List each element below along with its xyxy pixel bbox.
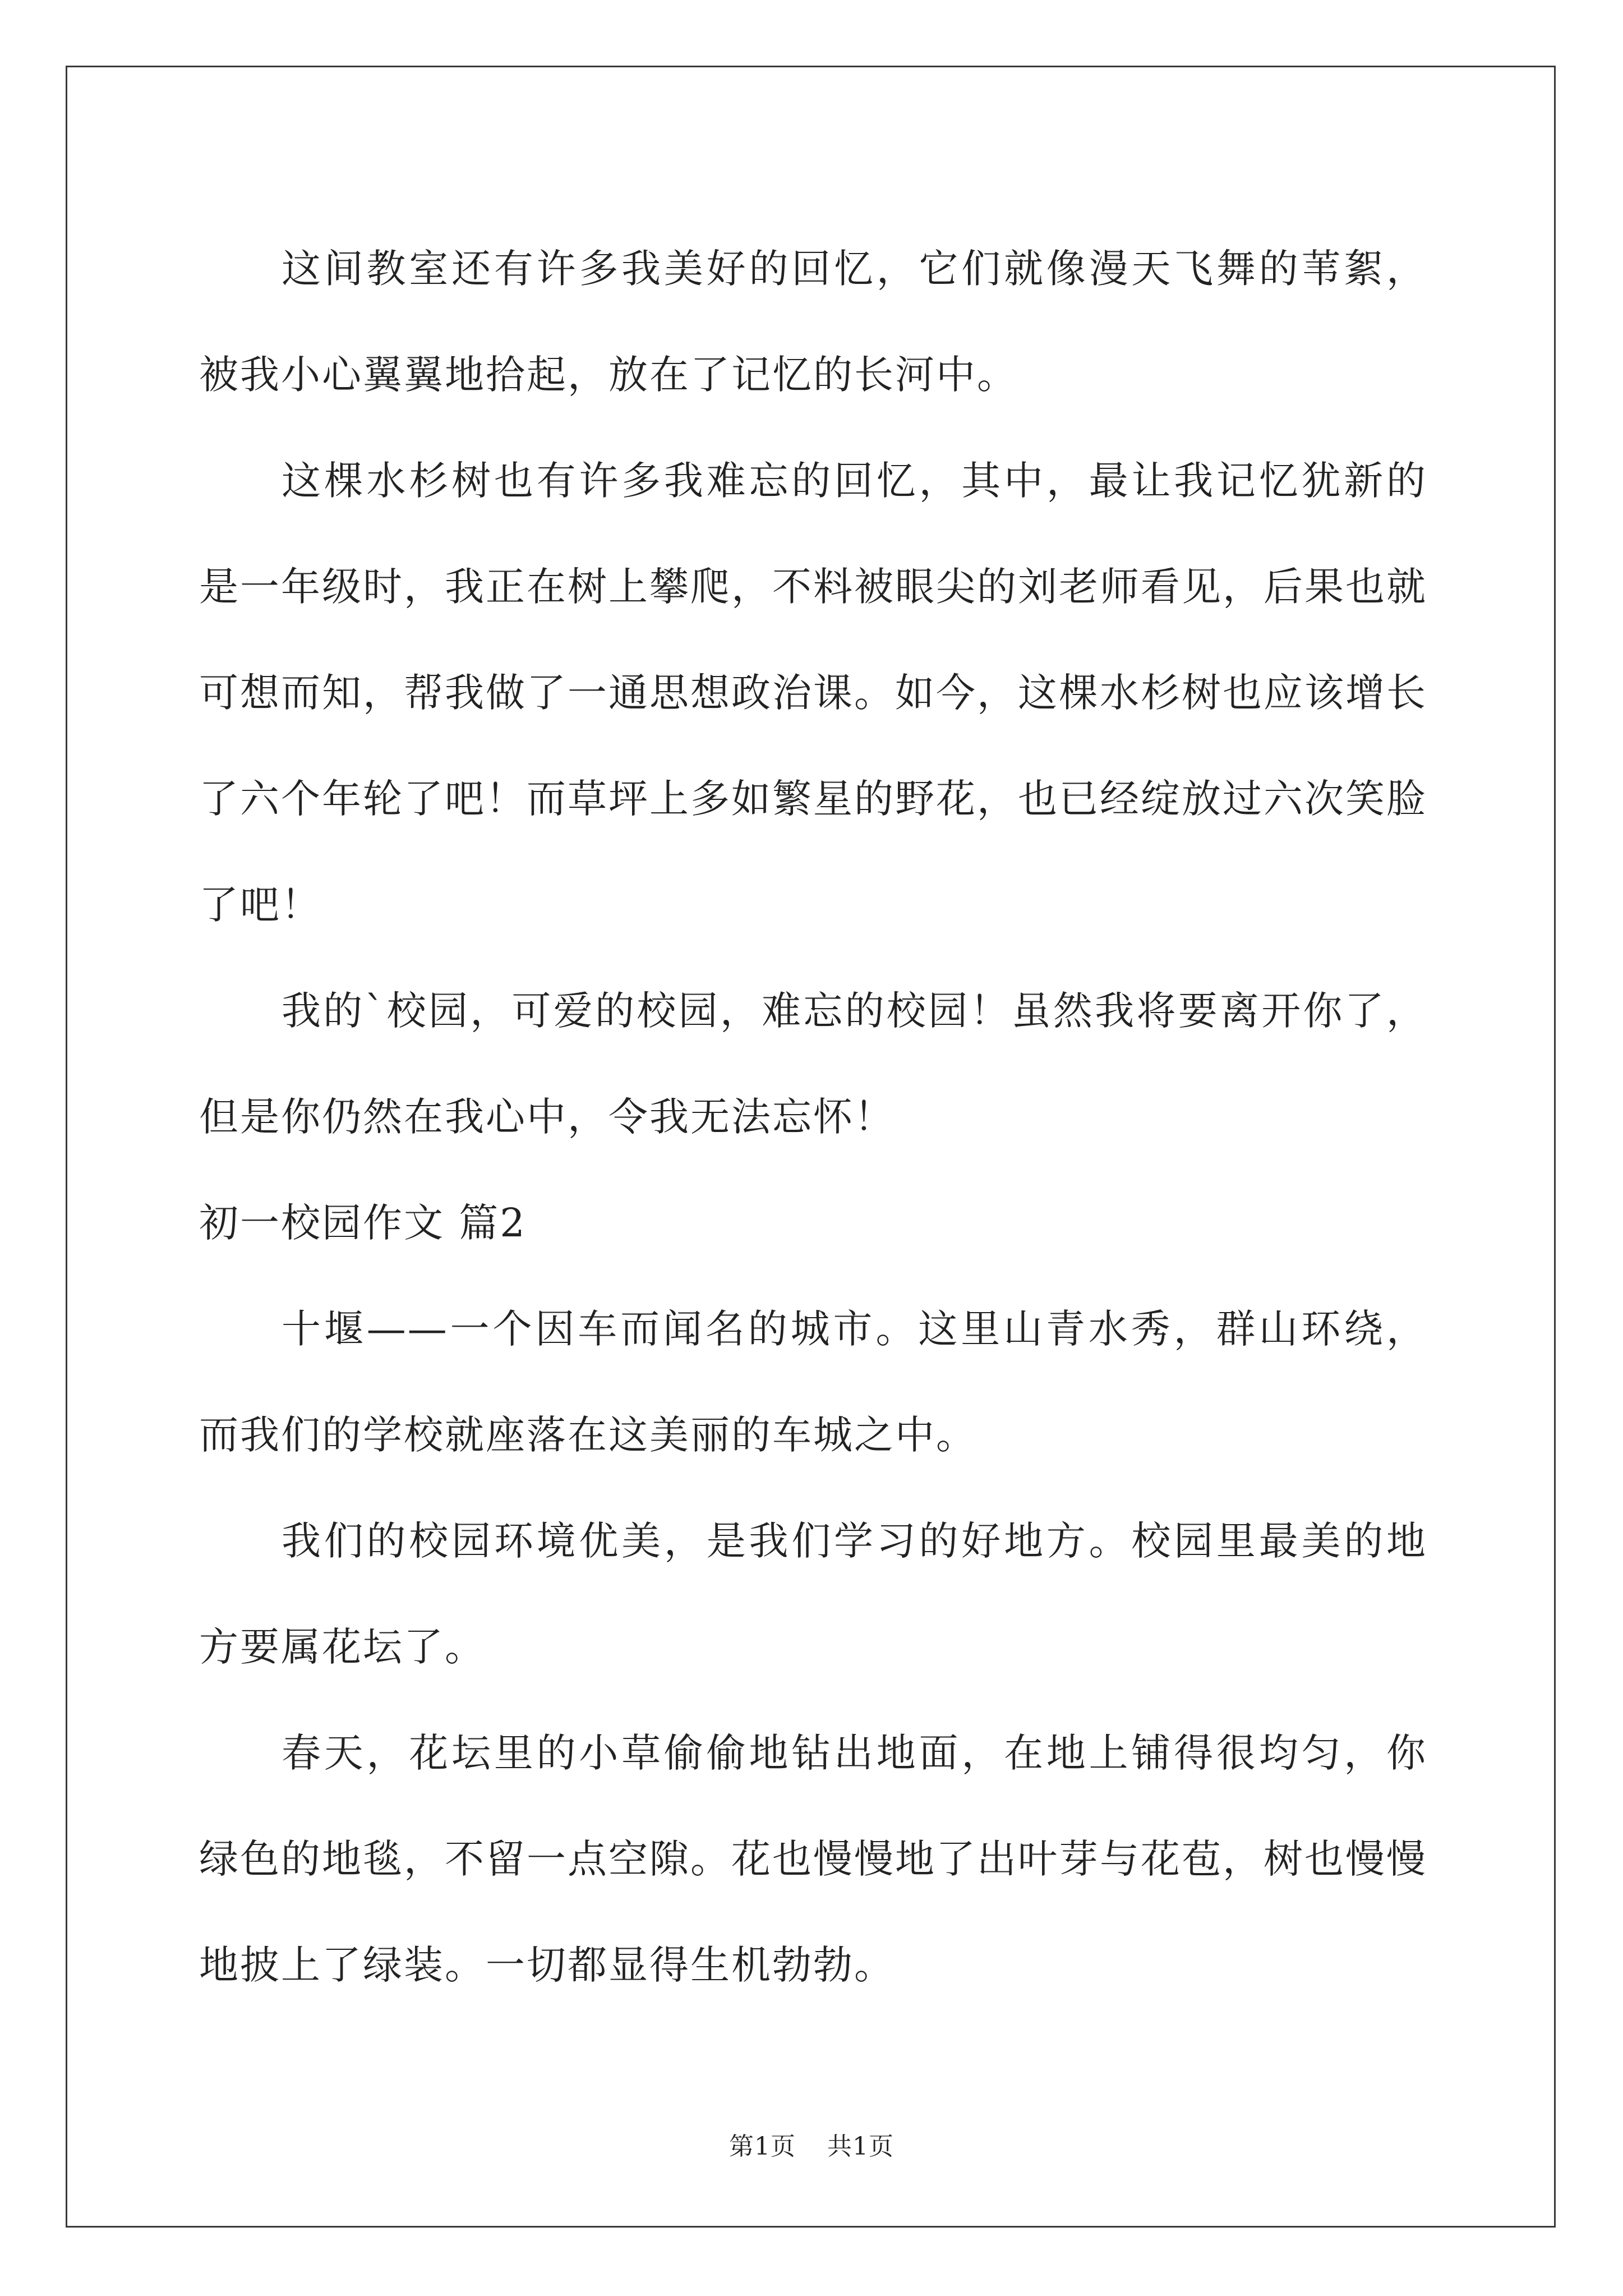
paragraph-dawn-redwood-tree: 这棵水杉树也有许多我难忘的回忆，其中，最让我记忆犹新的是一年级时，我正在树上攀爬，不料被眼尖的刘老师看见，后果也就可想而知，帮我做了一通思想政治课。如今，这棵水杉树也应该增长了六个年轮了吧！而草坪上多如繁星的野花，也已经绽放过六次笑脸了吧！	[199, 458, 1427, 928]
paragraph-farewell-campus: 我的`校园，可爱的校园，难忘的校园！虽然我将要离开你了，但是你仍然在我心中，令我无法忘怀！	[199, 988, 1427, 1140]
document-body	[199, 216, 1427, 2018]
page-total: 共1页	[827, 2132, 894, 2161]
paragraph-shiyan-city: 十堰——一个因车而闻名的城市。这里山青水秀，群山环绕，而我们的学校就座落在这美丽的车城之中。	[199, 1306, 1427, 1458]
section-heading: 初一校园作文 篇2	[199, 1200, 527, 1246]
paragraph-spring-flowerbed: 春天，花坛里的小草偷偷地钻出地面，在地上铺得很均匀，你绿色的地毯，不留一点空隙。花也慢慢地了出叶芽与花苞，树也慢慢地披上了绿装。一切都显得生机勃勃。	[199, 1730, 1427, 1988]
page-number: 第1页	[729, 2132, 796, 2161]
page-footer	[0, 2126, 1623, 2162]
paragraph-campus-environment: 我们的校园环境优美，是我们学习的好地方。校园里最美的地方要属花坛了。	[199, 1518, 1427, 1670]
paragraph-classroom-memories: 这间教室还有许多我美好的回忆，它们就像漫天飞舞的苇絮，被我小心翼翼地拾起，放在了记忆的长河中。	[199, 246, 1427, 398]
